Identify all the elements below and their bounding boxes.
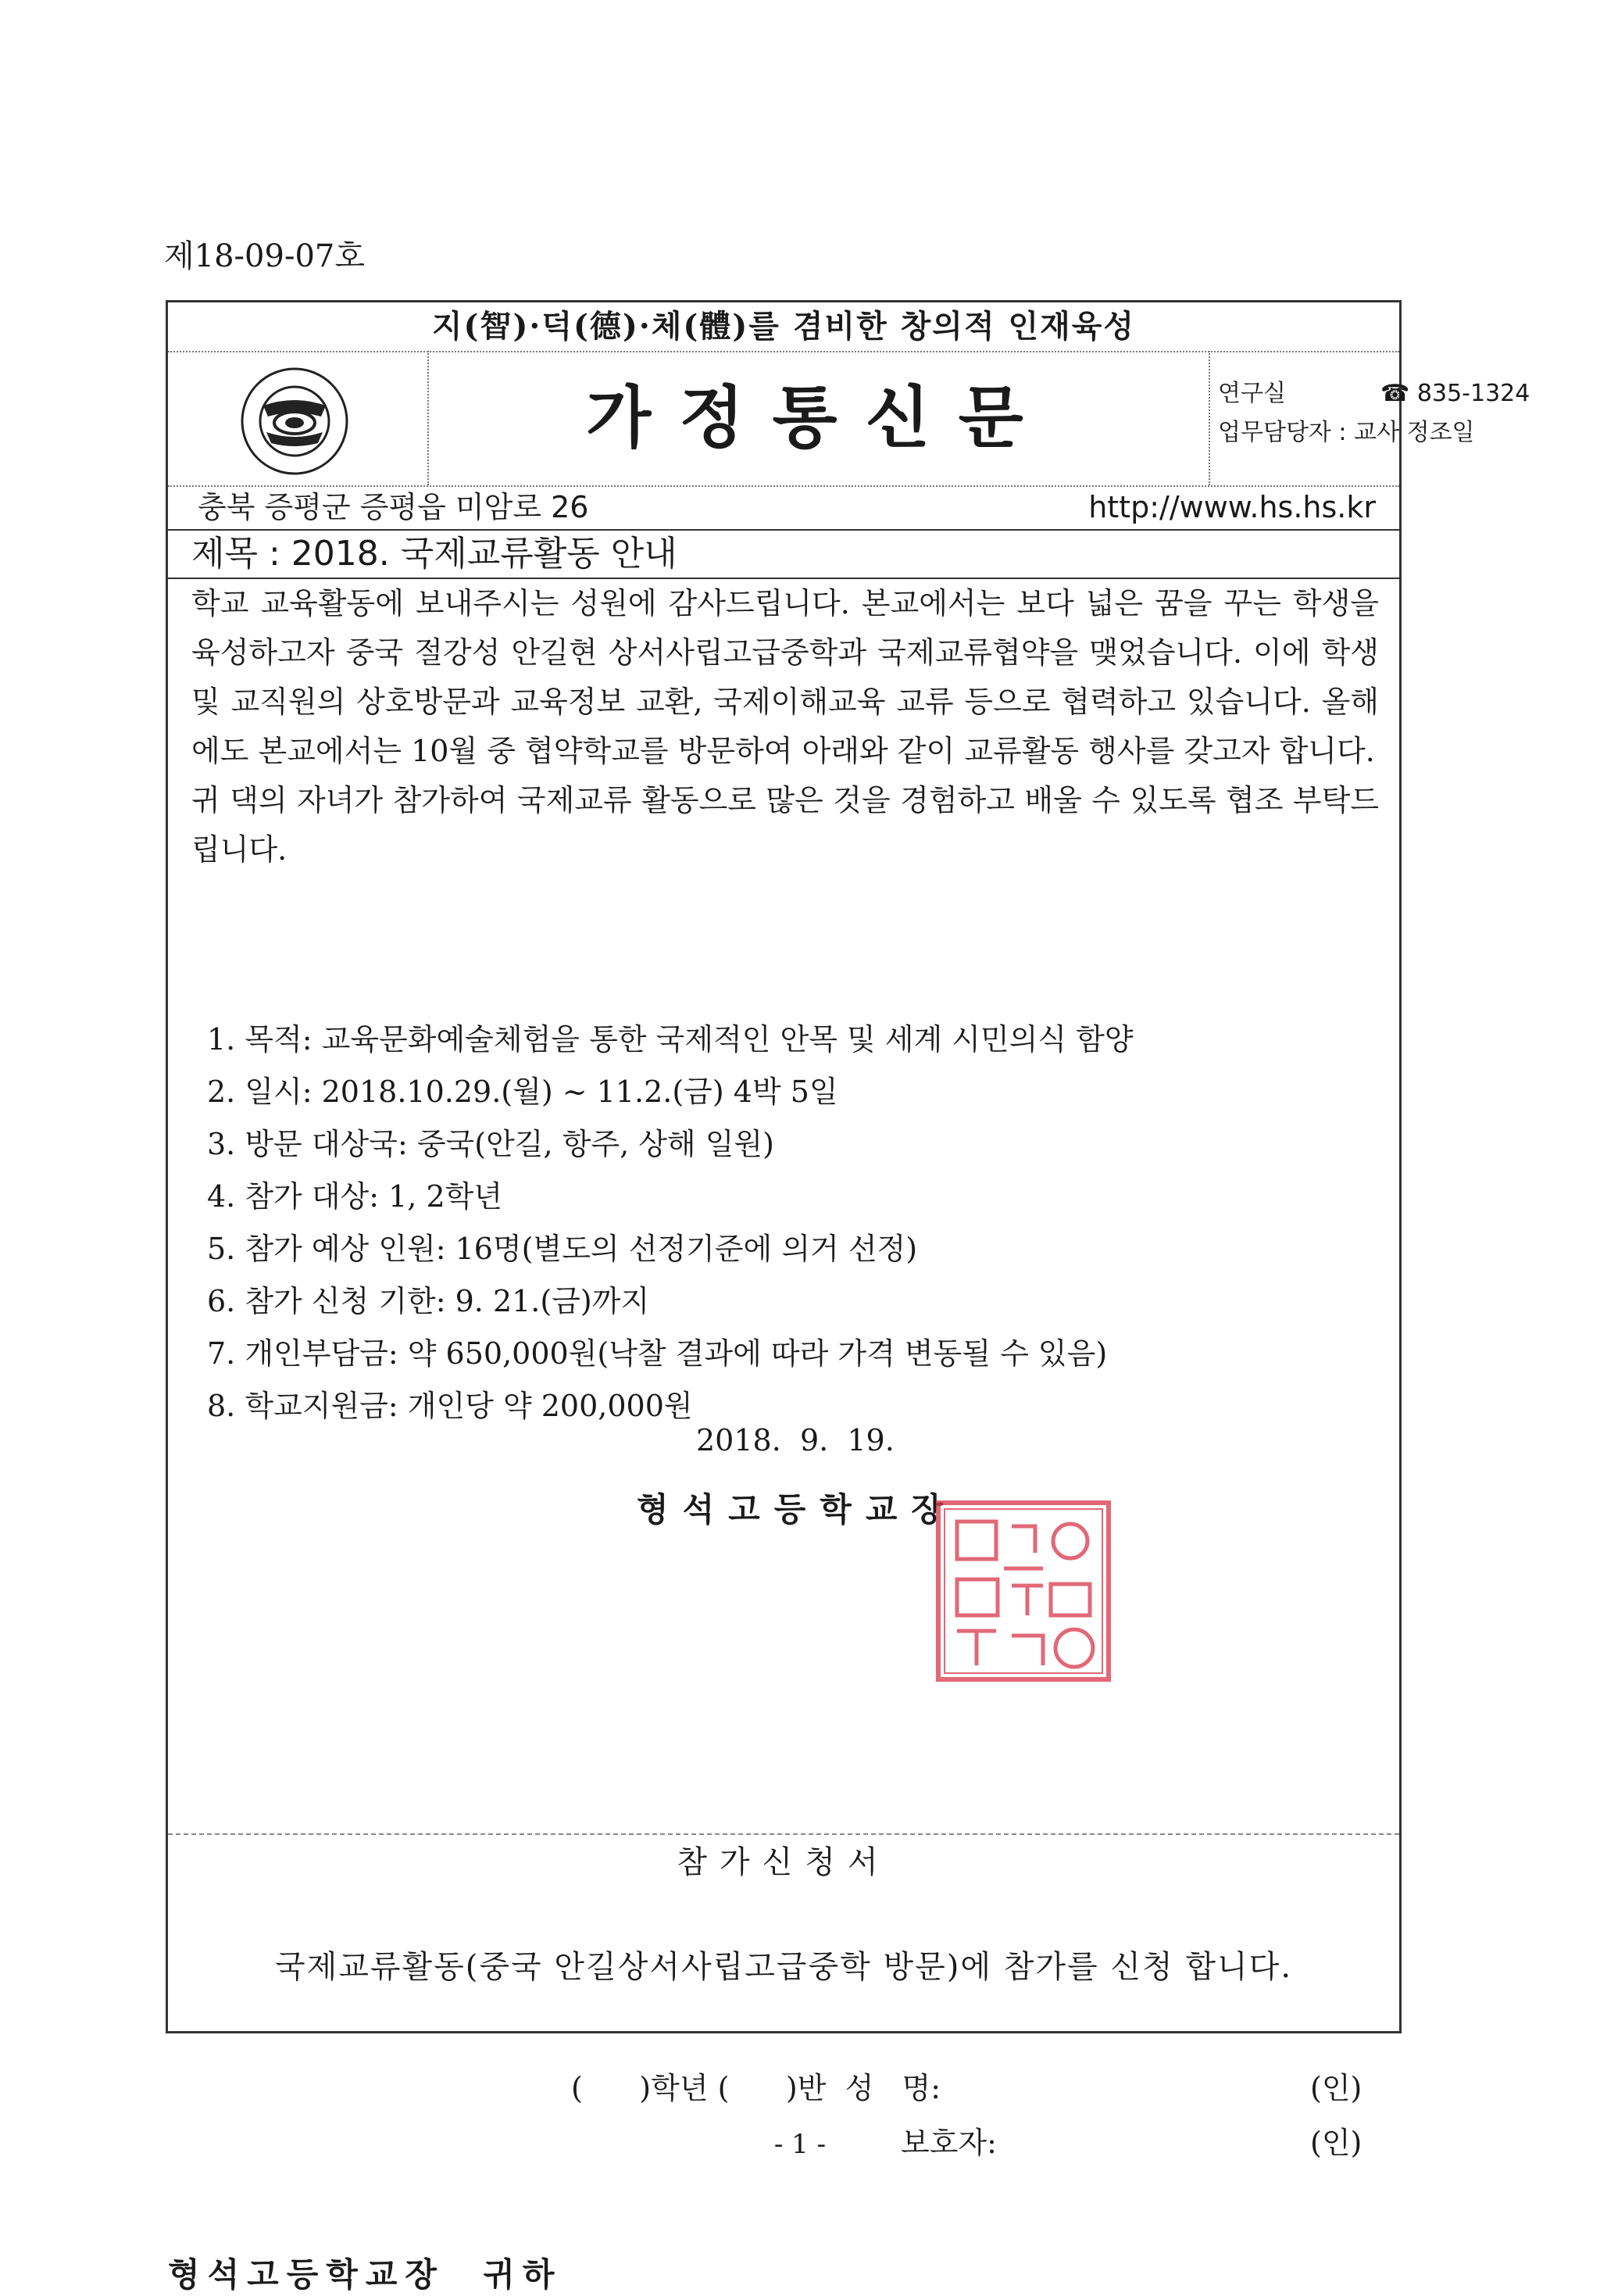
school-url[interactable]: http://www.hs.hs.kr (1088, 490, 1376, 524)
details-list (207, 1014, 1134, 1432)
form-statement: 국제교류활동(중국 안길상서사립고급중학 방문)에 참가를 신청 합니다. (274, 1949, 1293, 1985)
addressee: 형석고등학교장 귀하 (168, 2255, 562, 2294)
contact-office-row (1218, 374, 1530, 413)
phone-group (1380, 374, 1530, 413)
content-box (168, 578, 1399, 2294)
school-motto: 지(智)·덕(德)·체(體)를 겸비한 창의적 인재육성 (168, 302, 1399, 352)
list-item: 6. 참가 신청 기한: 9. 21.(금)까지 (207, 1284, 650, 1318)
phone-number: 835-1324 (1416, 380, 1530, 407)
list-item: 1. 목적: 교육문화예술체험을 통한 국제적인 안목 및 세계 시민의식 함양 (207, 1022, 1134, 1057)
list-item: 2. 일시: 2018.10.29.(월) ~ 11.2.(금) 4박 5일 (207, 1075, 838, 1109)
body-paragraph: 학교 교육활동에 보내주시는 성원에 감사드립니다. 본교에서는 보다 넓은 꿈을 꾸는 학생을 육성하고자 중국 절강성 안길현 상서사립고급중학과 국제교류협약을 맺었습니다. 이에 학생 및 교직원의 상호방문과 교육정보 교환, 국제이해교육 교류 등으로 협력하고 있습니다. 올해에도 본교에서는 10월 중 협약학교를 방문하여 아래와 같이 교류활동 행사를 갖고자 합니다. 귀 댁의 자녀가 참가하여 국제교류 활동으로 많은 것을 경험하고 배울 수 있도록 협조 부탁드립니다. (191, 586, 1379, 867)
principal-name: 형석고등학교장 (637, 1490, 958, 1529)
school-address: 충북 증평군 증평읍 미암로 26 (198, 490, 589, 524)
official-seal-icon (934, 1498, 1113, 1684)
school-emblem-icon (240, 367, 349, 476)
logo-cell (168, 351, 429, 485)
office-label: 연구실 (1218, 380, 1286, 407)
student-sign-field[interactable]: (인) (1310, 2071, 1362, 2105)
contact-info (1218, 374, 1530, 452)
document-number: 제18-09-07호 (164, 238, 366, 274)
document-title: 가정통신문 (429, 351, 1210, 485)
form-title: 참가신청서 (677, 1844, 891, 1880)
list-item: 5. 참가 예상 인원: 16명(별도의 선정기준에 의거 선정) (207, 1232, 918, 1266)
list-item: 8. 학교지원금: 개인당 약 200,000원 (207, 1389, 693, 1423)
student-info-field[interactable]: ( )학년 ( )반 성 명: (571, 2071, 941, 2105)
letterhead (168, 351, 1530, 487)
list-item: 7. 개인부담금: 약 650,000원(낙찰 결과에 따라 가격 변동될 수 있음) (207, 1336, 1108, 1371)
list-item: 3. 방문 대상국: 중국(안길, 항주, 상해 일원) (207, 1127, 774, 1161)
manager-name: 교사 정조일 (1354, 419, 1475, 446)
address-row (168, 485, 1399, 531)
cut-line (168, 1833, 1399, 1835)
contact-manager-row (1218, 413, 1475, 452)
subject-line: 제목 : 2018. 국제교류활동 안내 (191, 534, 677, 574)
document-frame (166, 300, 1530, 2294)
manager-label: 업무담당자 : (1218, 419, 1347, 446)
telephone-icon: ☎ (1380, 380, 1410, 407)
page-number: - 1 - (773, 2129, 827, 2160)
issue-date: 2018. 9. 19. (696, 1423, 895, 1457)
list-item: 4. 참가 대상: 1, 2학년 (207, 1179, 503, 1214)
guardian-field[interactable]: 보호자: (901, 2126, 997, 2160)
guardian-sign-field[interactable]: (인) (1310, 2126, 1362, 2160)
